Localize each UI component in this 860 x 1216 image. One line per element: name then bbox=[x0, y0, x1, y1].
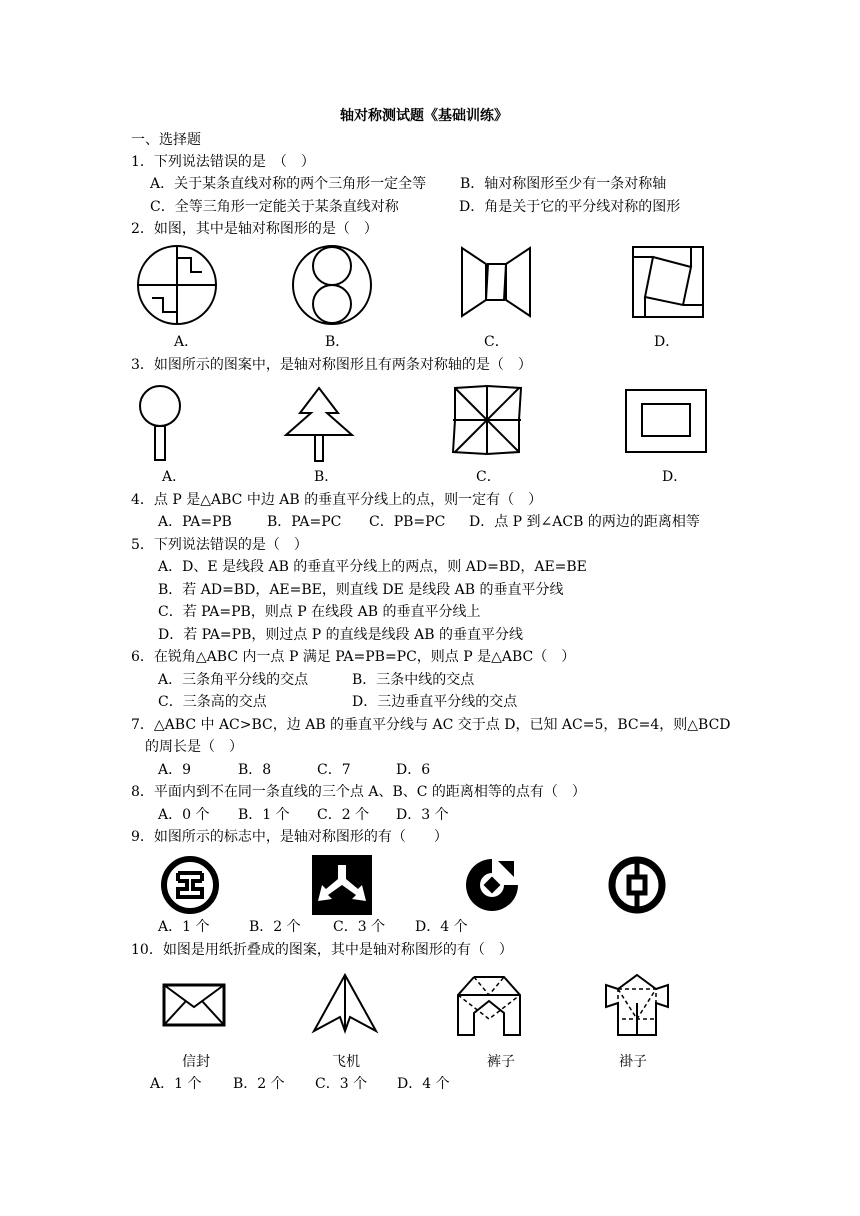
q9-option-b: B．2 个 bbox=[249, 919, 301, 935]
q3-figure-a bbox=[132, 384, 188, 464]
q2-figure-b bbox=[291, 244, 373, 326]
q1-option-d: D．角是关于它的平分线对称的图形 bbox=[459, 199, 681, 215]
q5-option-b: B．若 AD=BD，AE=BE，则直线 DE 是线段 AB 的垂直平分线 bbox=[158, 582, 564, 598]
q10-envelope-figure bbox=[162, 983, 226, 1027]
q4-option-c: C．PB=PC bbox=[369, 514, 446, 530]
q5-option-d: D．若 PA=PB，则过点 P 的直线是线段 AB 的垂直平分线 bbox=[158, 627, 523, 643]
q5-option-a: A．D、E 是线段 AB 的垂直平分线上的两点，则 AD=BD，AE=BE bbox=[158, 559, 587, 575]
q4-option-a: A．PA=PB bbox=[158, 514, 232, 530]
q5-option-c: C．若 PA=PB，则点 P 在线段 AB 的垂直平分线上 bbox=[158, 604, 481, 620]
q2-figure-c bbox=[458, 244, 534, 320]
q10-option-c: C．3 个 bbox=[315, 1076, 368, 1092]
q9-option-c: C．3 个 bbox=[333, 919, 386, 935]
q9-logo-a bbox=[160, 855, 220, 915]
q2-label-c: C． bbox=[484, 334, 509, 350]
q3-label-c: C． bbox=[476, 469, 501, 485]
q3-label-a: A． bbox=[162, 469, 187, 485]
q7-option-d: D．6 bbox=[396, 762, 431, 778]
q2-label-b: B． bbox=[325, 334, 350, 350]
q10-option-d: D．4 个 bbox=[397, 1076, 450, 1092]
q1-option-c: C．全等三角形一定能关于某条直线对称 bbox=[150, 199, 399, 215]
q10-airplane-figure bbox=[312, 973, 378, 1035]
q3-figure-c bbox=[451, 384, 523, 456]
page-title: 轴对称测试题《基础训练》 bbox=[340, 108, 508, 124]
q1-stem: 1．下列说法错误的是 （ ） bbox=[131, 154, 315, 170]
q3-figure-d bbox=[624, 388, 708, 454]
q6-option-c: C．三条高的交点 bbox=[158, 694, 267, 710]
q1-option-b: B．轴对称图形至少有一条对称轴 bbox=[460, 176, 667, 192]
q7-option-a: A．9 bbox=[158, 762, 192, 778]
q8-stem: 8．平面内到不在同一条直线的三个点 A、B、C 的距离相等的点有（ ） bbox=[131, 784, 586, 800]
q1-option-a: A．关于某条直线对称的两个三角形一定全等 bbox=[150, 176, 427, 192]
q9-logo-d bbox=[607, 855, 667, 915]
q10-option-b: B．2 个 bbox=[233, 1076, 285, 1092]
q9-option-a: A．1 个 bbox=[158, 919, 210, 935]
q2-stem: 2．如图，其中是轴对称图形的是（ ） bbox=[131, 221, 378, 237]
q9-stem: 9．如图所示的标志中，是轴对称图形的有（ ） bbox=[131, 829, 448, 845]
q4-option-d: D．点 P 到∠ACB 的两边的距离相等 bbox=[469, 514, 700, 530]
q7-stem: 7．△ABC 中 AC>BC，边 AB 的垂直平分线与 AC 交于点 D，已知 AC=5，BC=4，则△BCD bbox=[131, 717, 731, 733]
section-heading: 一、选择题 bbox=[131, 132, 201, 148]
q7-option-c: C．7 bbox=[317, 762, 351, 778]
q9-logo-c bbox=[462, 855, 522, 915]
q10-caption-airplane: 飞机 bbox=[332, 1054, 360, 1070]
q3-label-b: B． bbox=[314, 469, 339, 485]
q10-caption-envelope: 信封 bbox=[182, 1054, 210, 1070]
q10-caption-jacket: 褂子 bbox=[619, 1054, 647, 1070]
q10-jacket-figure bbox=[604, 973, 670, 1037]
q6-option-b: B．三条中线的交点 bbox=[352, 672, 475, 688]
q8-option-c: C．2 个 bbox=[317, 807, 370, 823]
q10-option-a: A．1 个 bbox=[150, 1076, 202, 1092]
q6-option-d: D．三边垂直平分线的交点 bbox=[352, 694, 518, 710]
q2-label-a: A． bbox=[174, 334, 199, 350]
q8-option-d: D．3 个 bbox=[396, 807, 449, 823]
q9-option-d: D．4 个 bbox=[415, 919, 468, 935]
q5-stem: 5．下列说法错误的是（ ） bbox=[131, 537, 308, 553]
q10-pants-figure bbox=[456, 973, 522, 1037]
q2-label-d: D． bbox=[654, 334, 680, 350]
q2-figure-d bbox=[631, 245, 705, 319]
q2-figure-a bbox=[136, 244, 218, 326]
q3-label-d: D． bbox=[662, 469, 688, 485]
q3-stem: 3．如图所示的图案中，是轴对称图形且有两条对称轴的是（ ） bbox=[131, 357, 532, 373]
q6-option-a: A．三条角平分线的交点 bbox=[158, 672, 309, 688]
q9-logo-b bbox=[312, 855, 372, 915]
q4-option-b: B．PA=PC bbox=[267, 514, 342, 530]
q7-option-b: B．8 bbox=[238, 762, 272, 778]
q7-stem-cont: 的周长是（ ） bbox=[145, 739, 243, 755]
q3-figure-b bbox=[284, 385, 354, 465]
q10-caption-pants: 裤子 bbox=[487, 1054, 515, 1070]
q4-stem: 4．点 P 是△ABC 中边 AB 的垂直平分线上的点，则一定有（ ） bbox=[131, 492, 543, 508]
q6-stem: 6．在锐角△ABC 内一点 P 满足 PA=PB=PC，则点 P 是△ABC（ ） bbox=[131, 649, 576, 665]
q8-option-b: B．1 个 bbox=[238, 807, 290, 823]
q10-stem: 10．如图是用纸折叠成的图案，其中是轴对称图形的有（ ） bbox=[131, 942, 513, 958]
q8-option-a: A．0 个 bbox=[158, 807, 210, 823]
